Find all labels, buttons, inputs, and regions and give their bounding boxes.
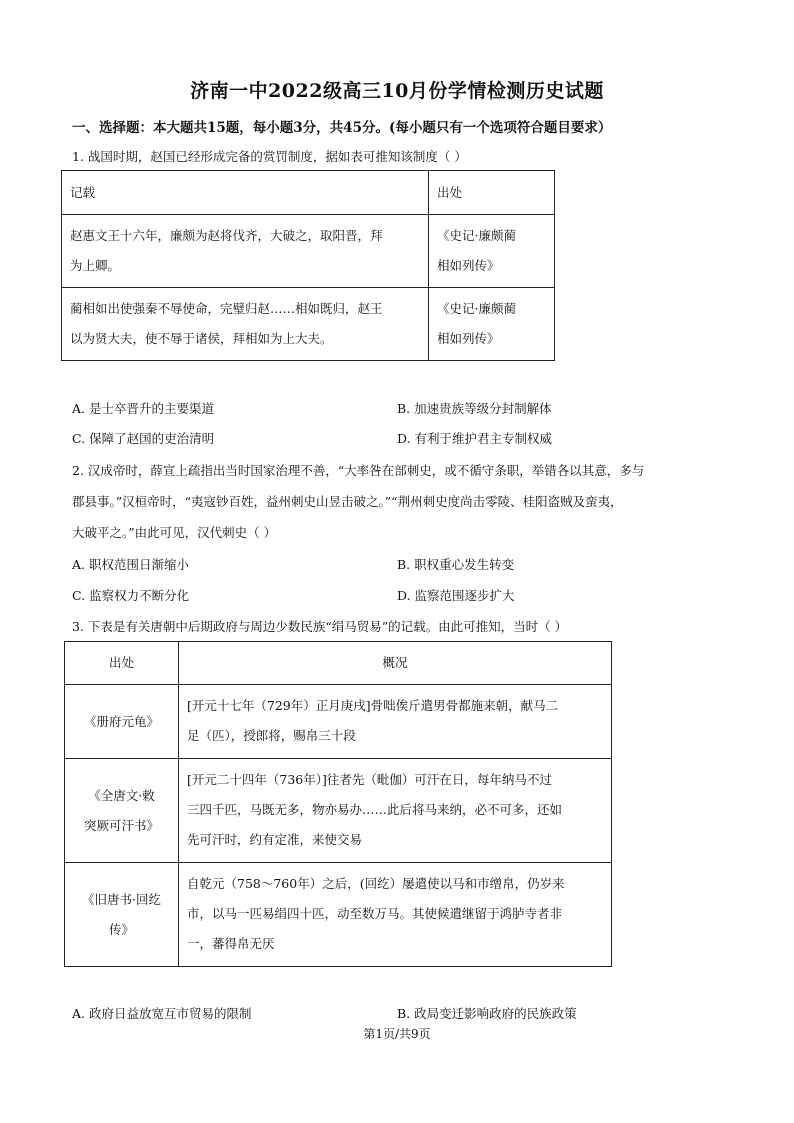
q2-stem-line: 郡县事。”汉桓帝时，“夷寇钞百姓，益州刺史山昱击破之。”“荆州刺史度尚击零陵、桂阳盗贼及蛮夷， xyxy=(72,494,623,509)
record-line: 以为贤大夫，使不辱于诸侯，拜相如为上大夫。 xyxy=(70,331,333,346)
header-record: 记载 xyxy=(62,171,429,215)
source-cell xyxy=(65,863,179,967)
q2-option-c[interactable]: C. 监察权力不断分化 xyxy=(72,588,190,603)
q3-option-b[interactable]: B. 政局变迁影响政府的民族政策 xyxy=(397,1006,577,1021)
overview-cell xyxy=(179,759,612,863)
q1-option-d[interactable]: D. 有利于维护君主专制权威 xyxy=(397,431,553,446)
header-source: 出处 xyxy=(429,171,555,215)
source-cell xyxy=(65,759,179,863)
overview-line: 先可汗时，约有定准，来使交易 xyxy=(187,832,363,847)
overview-line: 一，蕃得帛无厌 xyxy=(187,936,275,951)
source-line: 《史记·廉颇蔺 xyxy=(437,301,516,316)
source-cell xyxy=(429,288,555,361)
overview-cell xyxy=(179,685,612,759)
exam-title: 济南一中2022级高三10月份学情检测历史试题 xyxy=(190,80,604,102)
overview-line: [开元十七年（729年）正月庚戌]骨咄俟斤遣男骨都施来朝，献马二 xyxy=(187,698,559,713)
record-line: 蔺相如出使强秦不辱使命，完璧归赵……相如既归，赵王 xyxy=(70,301,383,316)
table-row xyxy=(62,288,555,361)
table-row xyxy=(65,685,612,759)
header-overview: 概况 xyxy=(179,642,612,685)
source-line: 突厥可汗书》 xyxy=(83,817,159,833)
source-line: 相如列传》 xyxy=(437,331,500,346)
section-heading: 一、选择题：本大题共15题，每小题3分，共45分。(每小题只有一个选项符合题目要求） xyxy=(72,120,612,136)
header-source: 出处 xyxy=(65,642,179,685)
q1-option-c[interactable]: C. 保障了赵国的吏治清明 xyxy=(72,431,215,446)
q1-option-b[interactable]: B. 加速贵族等级分封制解体 xyxy=(397,401,552,416)
source-line: 《史记·廉颇蔺 xyxy=(437,228,516,243)
table-header-row xyxy=(62,171,555,215)
q1-stem: 1. 战国时期，赵国已经形成完备的赏罚制度，据如表可推知该制度（ ） xyxy=(72,149,467,164)
record-cell xyxy=(62,215,429,288)
source-line: 相如列传》 xyxy=(437,258,500,273)
q3-table xyxy=(64,641,612,967)
source-cell xyxy=(429,215,555,288)
q1-table xyxy=(61,170,555,361)
source-line: 《册府元龟》 xyxy=(83,713,159,729)
page-footer: 第1页/共9页 xyxy=(363,1027,431,1041)
record-cell xyxy=(62,288,429,361)
table-header-row xyxy=(65,642,612,685)
q2-stem-line: 2. 汉成帝时，薛宣上疏指出当时国家治理不善，“大率咎在部刺史，或不循守条职，举错各以其意，多与 xyxy=(72,463,645,478)
table-row xyxy=(62,215,555,288)
source-line: 传》 xyxy=(108,921,134,937)
record-line: 为上卿。 xyxy=(70,258,121,273)
overview-line: 市，以马一匹易绢四十匹，动至数万马。其使候遣继留于鸿胪寺者非 xyxy=(187,906,563,921)
overview-cell xyxy=(179,863,612,967)
q3-option-a[interactable]: A. 政府日益放宽互市贸易的限制 xyxy=(72,1006,252,1021)
q2-option-b[interactable]: B. 职权重心发生转变 xyxy=(397,557,515,572)
table-row xyxy=(65,863,612,967)
q1-option-a[interactable]: A. 是士卒晋升的主要渠道 xyxy=(72,401,214,416)
overview-line: 自乾元（758～760年）之后，(回纥）屡遣使以马和市缯帛，仍岁来 xyxy=(187,876,565,891)
q3-stem: 3. 下表是有关唐朝中后期政府与周边少数民族“绢马贸易”的记载。由此可推知，当时（ ） xyxy=(72,619,568,634)
table-row xyxy=(65,759,612,863)
q2-stem-line: 大破平之。”由此可见，汉代刺史（ ） xyxy=(72,525,277,540)
q2-option-d[interactable]: D. 监察范围逐步扩大 xyxy=(397,588,515,603)
q2-option-a[interactable]: A. 职权范围日渐缩小 xyxy=(72,557,189,572)
source-line: 《全唐文·敕 xyxy=(88,787,155,803)
overview-line: 足（匹），授郎将，赐帛三十段 xyxy=(187,728,356,743)
overview-line: 三四千匹，马既无多，物亦易办……此后将马来纳，必不可多，还如 xyxy=(187,802,563,817)
source-line: 《旧唐书·回纥 xyxy=(82,891,161,907)
source-cell xyxy=(65,685,179,759)
overview-line: [开元二十四年（736年）]往者先（毗伽）可汗在日，每年纳马不过 xyxy=(187,772,552,787)
record-line: 赵惠文王十六年，廉颇为赵将伐齐，大破之，取阳晋，拜 xyxy=(70,228,383,243)
